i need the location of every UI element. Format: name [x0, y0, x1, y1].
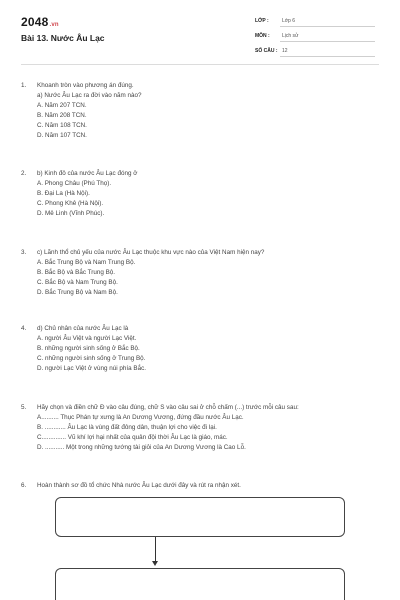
meta-label: LỚP : [255, 18, 269, 24]
question-body [37, 169, 381, 219]
answer-option[interactable]: C. Năm 108 TCN. [37, 122, 87, 129]
answer-option[interactable]: D. Bắc Trung Bộ và Nam Bộ. [37, 289, 118, 296]
worksheet-header [0, 0, 400, 72]
answer-option[interactable]: A. Phong Châu (Phú Thọ). [37, 180, 112, 187]
site-logo[interactable] [21, 15, 59, 29]
question-number: 1. [21, 82, 27, 89]
question-number: 3. [21, 249, 27, 256]
answer-option[interactable]: C. những người sinh sống ở Trung Bộ. [37, 355, 146, 362]
answer-option[interactable]: D. Mê Linh (Vĩnh Phúc). [37, 210, 105, 217]
question-prompt: d) Chủ nhân của nước Âu Lạc là [37, 325, 129, 332]
question-body [37, 324, 381, 374]
answer-option[interactable]: B. những người sinh sống ở Bắc Bộ. [37, 345, 140, 352]
meta-label: MÔN : [255, 33, 270, 39]
question-prompt: Hãy chọn và điền chữ Đ vào câu đúng, chữ S vào câu sai ở chỗ chấm (...) trước mỗi câu sau: [37, 404, 299, 411]
meta-value: Lịch sử [282, 33, 299, 39]
answer-option[interactable]: B. Đại La (Hà Nội). [37, 190, 90, 197]
question-number: 4. [21, 325, 27, 332]
meta-value: Lớp 6 [282, 18, 296, 24]
meta-subject [255, 30, 375, 42]
question-body [37, 248, 381, 298]
question-number: 2. [21, 170, 27, 177]
meta-underline [280, 26, 375, 27]
question-body [37, 481, 381, 491]
meta-label: SỐ CÂU : [255, 48, 278, 54]
question-number: 6. [21, 482, 27, 489]
diagram-box-bottom[interactable] [55, 568, 345, 600]
answer-option[interactable]: A. người Âu Việt và người Lạc Việt. [37, 335, 137, 342]
header-divider [21, 64, 379, 65]
question-body [37, 403, 381, 453]
answer-option[interactable]: B. Bắc Bộ và Bắc Trung Bộ. [37, 269, 116, 276]
diagram-box-top[interactable] [55, 497, 345, 537]
logo-main: 2048 [21, 15, 49, 29]
diagram-connector [155, 537, 156, 562]
lesson-title: Bài 13. Nước Âu Lạc [21, 33, 105, 43]
answer-option[interactable]: C. Bắc Bộ và Nam Trung Bộ. [37, 279, 118, 286]
question-number: 5. [21, 404, 27, 411]
question-prompt: Khoanh tròn vào phương án đúng. [37, 82, 134, 89]
question-prompt: c) Lãnh thổ chủ yếu của nước Âu Lạc thuộc khu vực nào của Việt Nam hiện nay? [37, 249, 265, 256]
true-false-statement[interactable]: C.............. Vũ khí lợi hại nhất của quân đội thời Âu Lạc là giáo, mác. [37, 434, 228, 441]
answer-option[interactable]: C. Phong Khê (Hà Nội). [37, 200, 104, 207]
true-false-statement[interactable]: A.......... Thục Phán tự xưng là An Dương Vương, đứng đầu nước Âu Lạc. [37, 414, 244, 421]
answer-option[interactable]: B. Năm 208 TCN. [37, 112, 87, 119]
meta-underline [280, 56, 375, 57]
question-prompt: b) Kinh đô của nước Âu Lạc đóng ở [37, 170, 138, 177]
meta-underline [280, 41, 375, 42]
meta-question-count [255, 45, 375, 57]
answer-option[interactable]: D. Năm 107 TCN. [37, 132, 87, 139]
true-false-statement[interactable]: D. ........... Một trong những tướng tài giỏi của An Dương Vương là Cao Lỗ. [37, 444, 246, 451]
meta-class [255, 15, 375, 27]
answer-option[interactable]: A. Năm 207 TCN. [37, 102, 87, 109]
answer-option[interactable]: A. Bắc Trung Bộ và Nam Trung Bộ. [37, 259, 136, 266]
meta-value: 12 [282, 48, 288, 54]
answer-option[interactable]: D. người Lạc Việt ở vùng núi phía Bắc. [37, 365, 146, 372]
question-subprompt: a) Nước Âu Lạc ra đời vào năm nào? [37, 92, 142, 99]
question-body [37, 81, 381, 141]
true-false-statement[interactable]: B. ............ Âu Lạc là vùng đất đông dân, thuận lợi cho việc đi lại. [37, 424, 217, 431]
logo-tld: .vn [49, 22, 59, 28]
question-prompt: Hoàn thành sơ đồ tổ chức Nhà nước Âu Lạc dưới đây và rút ra nhận xét. [37, 482, 241, 489]
arrow-down-icon [152, 561, 158, 566]
